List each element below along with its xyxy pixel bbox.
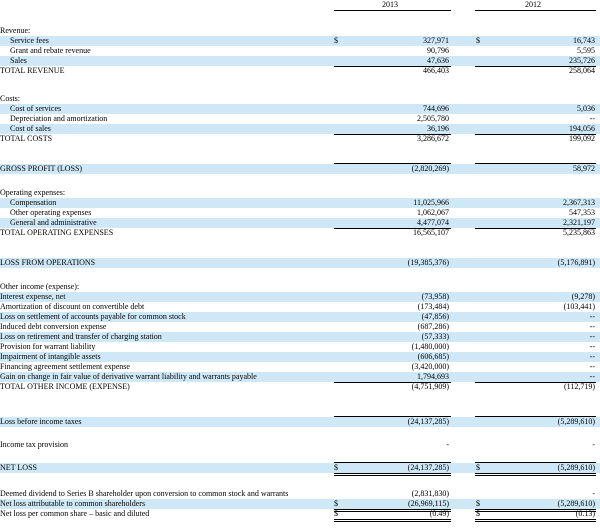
statement-row	[0, 382, 600, 392]
statement-row	[0, 164, 600, 174]
rule-above	[475, 416, 596, 417]
row-label: TOTAL OPERATING EXPENSES	[0, 228, 114, 237]
value-2013: (19,385,376)	[407, 258, 449, 267]
rule-above	[334, 163, 451, 164]
currency-symbol-2012: $	[476, 463, 480, 472]
statement-row	[0, 312, 600, 322]
statement-row	[0, 188, 600, 198]
row-label: Financing agreement settlement expense	[0, 362, 130, 371]
value-2012: 2,367,313	[563, 198, 595, 207]
rule-above	[334, 462, 451, 463]
value-2012: 235,726	[569, 56, 595, 65]
value-2012: 5,036	[577, 104, 595, 113]
statement-row	[0, 104, 600, 114]
statement-row	[0, 463, 600, 473]
value-2012: --	[589, 372, 595, 381]
value-2013: (2,820,269)	[411, 164, 449, 173]
statement-row	[0, 258, 600, 268]
statement-row	[0, 66, 600, 76]
row-label: LOSS FROM OPERATIONS	[0, 258, 96, 267]
value-2012: 5,595	[577, 46, 595, 55]
value-2013: 3,286,672	[417, 134, 449, 143]
row-label: Gain on change in fair value of derivative warrant liability and warrants payable	[0, 372, 257, 381]
value-2012: --	[589, 352, 595, 361]
value-2012: -	[592, 440, 595, 449]
rule-above	[334, 416, 451, 417]
row-label: Net loss per common share – basic and diluted	[0, 509, 150, 518]
row-label: Grant and rebate revenue	[10, 46, 91, 55]
row-label: Costs:	[0, 94, 21, 103]
statement-row	[0, 46, 600, 56]
currency-symbol-2012: $	[476, 509, 480, 518]
value-2012: (9,278)	[571, 292, 595, 301]
value-2012: --	[589, 322, 595, 331]
statement-row	[0, 198, 600, 208]
value-2012: -	[592, 489, 595, 498]
value-2013: (2,831,830)	[411, 489, 449, 498]
row-label: Other operating expenses	[10, 208, 92, 217]
double-rule	[334, 473, 451, 476]
statement-row	[0, 208, 600, 218]
value-2013: 466,403	[423, 66, 449, 75]
statement-row	[0, 322, 600, 332]
row-label: NET LOSS	[0, 463, 37, 472]
currency-symbol-2013: $	[334, 36, 338, 45]
currency-symbol-2013: $	[334, 499, 338, 508]
statement-row	[0, 94, 600, 104]
statement-row	[0, 440, 600, 450]
statement-row	[0, 134, 600, 144]
value-2013: 36,196	[427, 124, 449, 133]
statement-row	[0, 292, 600, 302]
double-rule	[475, 473, 596, 476]
statement-row	[0, 302, 600, 312]
value-2013: 2,505,780	[417, 114, 449, 123]
currency-symbol-2013: $	[334, 509, 338, 518]
value-2013: (173,484)	[417, 302, 449, 311]
statement-row	[0, 499, 600, 509]
double-rule	[334, 519, 451, 522]
value-2013: 744,696	[423, 104, 449, 113]
rule-above	[475, 163, 596, 164]
row-label: Income tax provision	[0, 440, 68, 449]
column-header-2012: 2012	[525, 0, 541, 9]
value-2012: --	[589, 114, 595, 123]
row-label: Sales	[10, 56, 27, 65]
value-2012: (5,176,891)	[557, 258, 595, 267]
value-2013: 16,565,107	[413, 228, 449, 237]
value-2012: --	[589, 312, 595, 321]
column-header-underline-2013	[334, 10, 451, 11]
value-2012: --	[589, 362, 595, 371]
value-2012: --	[589, 332, 595, 341]
statement-row	[0, 342, 600, 352]
row-label: Depreciation and amortization	[10, 114, 108, 123]
value-2013: (3,420,000)	[411, 362, 449, 371]
row-label: Induced debt conversion expense	[0, 322, 107, 331]
value-2013: (24,137,285)	[407, 417, 449, 426]
row-label: Compensation	[10, 198, 57, 207]
row-label: Provision for warrant liability	[0, 342, 96, 351]
row-label: Impairment of intangible assets	[0, 352, 101, 361]
value-2013: (24,137,285)	[407, 463, 449, 472]
statement-row	[0, 362, 600, 372]
statement-row	[0, 228, 600, 238]
column-header-underline-2012	[475, 10, 596, 11]
row-label: Cost of services	[10, 104, 62, 113]
value-2013: 327,971	[423, 36, 449, 45]
value-2012: 194,056	[569, 124, 595, 133]
row-label: Interest expense, net	[0, 292, 66, 301]
value-2013: (1,480,000)	[411, 342, 449, 351]
statement-row	[0, 509, 600, 519]
statement-row	[0, 26, 600, 36]
row-label: TOTAL OTHER INCOME (EXPENSE)	[0, 382, 130, 391]
value-2013: (0.49)	[429, 509, 449, 518]
value-2012: (5,289,610)	[557, 463, 595, 472]
statement-row	[0, 489, 600, 499]
row-label: GROSS PROFIT (LOSS)	[0, 164, 83, 173]
column-header-2013: 2013	[382, 0, 398, 9]
statement-row	[0, 372, 600, 382]
currency-symbol-2013: $	[334, 463, 338, 472]
value-2013: 90,796	[427, 46, 449, 55]
row-label: Other income (expense):	[0, 282, 80, 291]
value-2012: (5,289,610)	[557, 417, 595, 426]
row-label: Loss before income taxes	[0, 417, 82, 426]
statement-row	[0, 56, 600, 66]
value-2012: 16,743	[573, 36, 595, 45]
row-label: Service fees	[10, 36, 49, 45]
value-2012: 199,092	[569, 134, 595, 143]
value-2012: 5,235,863	[563, 228, 595, 237]
row-label: Loss on settlement of accounts payable for common stock	[0, 312, 186, 321]
currency-symbol-2012: $	[476, 499, 480, 508]
value-2013: (606,685)	[417, 352, 449, 361]
value-2013: (57,333)	[421, 332, 449, 341]
row-label: Net loss attributable to common shareholders	[0, 499, 146, 508]
row-label: TOTAL COSTS	[0, 134, 53, 143]
statement-row	[0, 332, 600, 342]
row-label: Revenue:	[0, 26, 31, 35]
row-label: Deemed dividend to Series B shareholder upon conversion to common stock and warrants	[0, 489, 289, 498]
statement-row	[0, 36, 600, 46]
value-2012: 58,972	[573, 164, 595, 173]
value-2013: (687,286)	[417, 322, 449, 331]
value-2013: (26,969,115)	[407, 499, 449, 508]
statement-row	[0, 417, 600, 427]
value-2012: (103,441)	[563, 302, 595, 311]
row-label: Operating expenses:	[0, 188, 66, 197]
row-label: Loss on retirement and transfer of charging station	[0, 332, 162, 341]
value-2013: -	[446, 440, 449, 449]
rule-above	[475, 462, 596, 463]
value-2012: 2,321,197	[563, 218, 595, 227]
value-2013: 1,794,693	[417, 372, 449, 381]
row-label: General and administrative	[10, 218, 97, 227]
statement-row	[0, 218, 600, 228]
value-2013: (4,751,909)	[411, 382, 449, 391]
value-2013: (73,958)	[421, 292, 449, 301]
statement-row	[0, 352, 600, 362]
value-2012: --	[589, 342, 595, 351]
statement-row	[0, 124, 600, 134]
value-2013: (47,856)	[421, 312, 449, 321]
double-rule	[475, 519, 596, 522]
value-2012: (112,719)	[563, 382, 595, 391]
value-2012: 258,064	[569, 66, 595, 75]
statement-row	[0, 114, 600, 124]
currency-symbol-2012: $	[476, 36, 480, 45]
value-2013: 11,025,966	[413, 198, 449, 207]
value-2013: 4,477,074	[417, 218, 449, 227]
value-2012: (0.13)	[575, 509, 595, 518]
statement-row	[0, 282, 600, 292]
value-2013: 1,062,067	[417, 208, 449, 217]
value-2012: 547,353	[569, 208, 595, 217]
row-label: Cost of sales	[10, 124, 51, 133]
value-2013: 47,636	[427, 56, 449, 65]
row-label: Amortization of discount on convertible debt	[0, 302, 145, 311]
row-label: TOTAL REVENUE	[0, 66, 65, 75]
value-2012: (5,289,610)	[557, 499, 595, 508]
